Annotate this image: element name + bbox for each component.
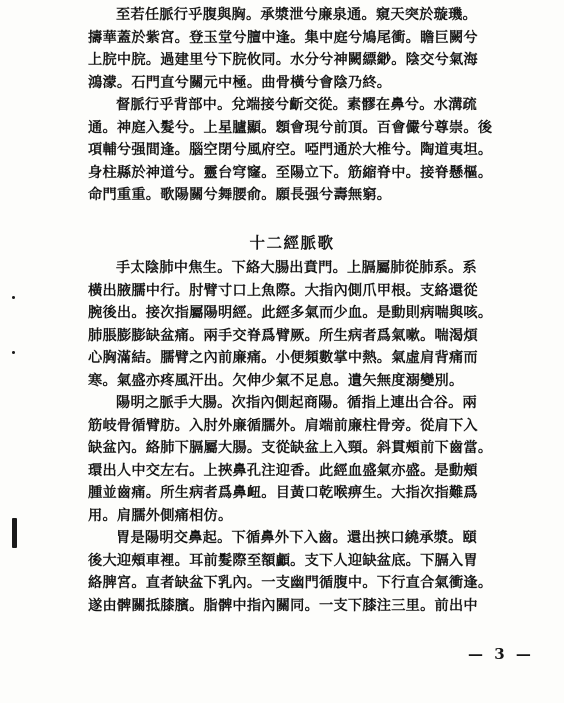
text-line: 上脘中脘。過建里兮下脘攸同。水分兮神闕縹緲。陰交兮氣海 — [88, 52, 478, 68]
section-twelve-meridians — [88, 257, 520, 617]
section-heading: 十二經脈歌 — [249, 233, 335, 252]
text-line: 心胸滿結。臑臂之內前廉痛。小便頻數掌中熱。氣虛肩背痛而 — [88, 350, 478, 366]
text-line: 督脈行乎背部中。兌端接兮齗交從。素髎在鼻兮。水溝疏 — [116, 97, 477, 113]
text-line: 通。神庭入髮兮。上星臚顯。顖會現兮前頂。百會儼兮尊崇。後 — [88, 119, 493, 136]
text-line: 陽明之脈手大腸。次指內側起商陽。循指上連出合谷。兩 — [116, 395, 477, 411]
text-line: 絡脾宮。直者缺盆下乳內。一支幽門循腹中。下行直合氣衝逢。 — [88, 575, 493, 591]
text-line: 擣華蓋於紫宮。登玉堂兮膻中逢。集中庭兮鳩尾衝。瞻巨闕兮 — [88, 29, 478, 46]
page-number: — 3 — — [468, 645, 534, 663]
text-line: 身柱縣於神道兮。靈台穹窿。至陽立下。筋縮脊中。接脊懸樞。 — [88, 164, 493, 181]
text-line: 缺盆內。絡肺下膈屬大腸。支從缺盆上入頸。斜貫頰前下齒當。 — [88, 440, 493, 456]
text-line: 遂由髀關抵膝臏。脂髀中指內關同。一支下膝注三里。前出中 — [88, 597, 478, 614]
text-line: 胃是陽明交鼻起。下循鼻外下入齒。還出挾口繞承漿。頤 — [116, 530, 477, 546]
text-line: 後大迎頰車裡。耳前髮際至額顱。支下人迎缺盆底。下膈入胃 — [88, 552, 478, 569]
text-line: 橫出腋臑中行。肘臂寸口上魚際。大指內側爪甲根。支絡還從 — [88, 282, 478, 299]
text-line: 寒。氣盛亦疼風汗出。欠伸少氣不足息。遺矢無度溺變別。 — [88, 372, 464, 389]
text-line: 項輔兮强間逢。腦空閉兮風府空。啞門通於大椎兮。陶道夷坦。 — [88, 142, 493, 158]
text-line: 手太陰肺中焦生。下絡大腸出賁門。上膈屬肺從肺系。系 — [116, 260, 477, 276]
margin-speck-mark — [12, 351, 15, 354]
text-line: 筋岐骨循臂肪。入肘外廉循臑外。肩端前廉柱骨旁。從肩下入 — [88, 417, 478, 434]
binding-edge-mark — [12, 518, 17, 548]
text-line: 環出人中交左右。上挾鼻孔注迎香。此經血盛氣亦盛。是動頰 — [88, 462, 478, 479]
text-line: 肺脹膨膨缺盆痛。兩手交脊爲臂厥。所生病者爲氣嗽。喘渴煩 — [88, 327, 478, 344]
text-line: 命門重重。歌陽關兮舞腰俞。願長强兮壽無窮。 — [88, 187, 392, 203]
text-line: 至若任脈行乎腹與胸。承漿泄兮廉泉通。窺天突於璇璣。 — [116, 7, 477, 23]
text-line: 腫並齒痛。所生病者爲鼻衄。目黃口乾喉痹生。大指次指難爲 — [88, 485, 478, 501]
text-line: 鴻濛。石門直兮關元中極。曲骨橫兮會陰乃終。 — [88, 74, 392, 91]
margin-speck-mark — [12, 296, 15, 299]
section-ren-du-meridians — [88, 4, 520, 207]
text-line: 腕後出。接次指屬陽明經。此經多氣而少血。是動則病喘與咳。 — [88, 305, 493, 321]
text-line: 用。肩臑外側痛相仿。 — [88, 507, 233, 524]
